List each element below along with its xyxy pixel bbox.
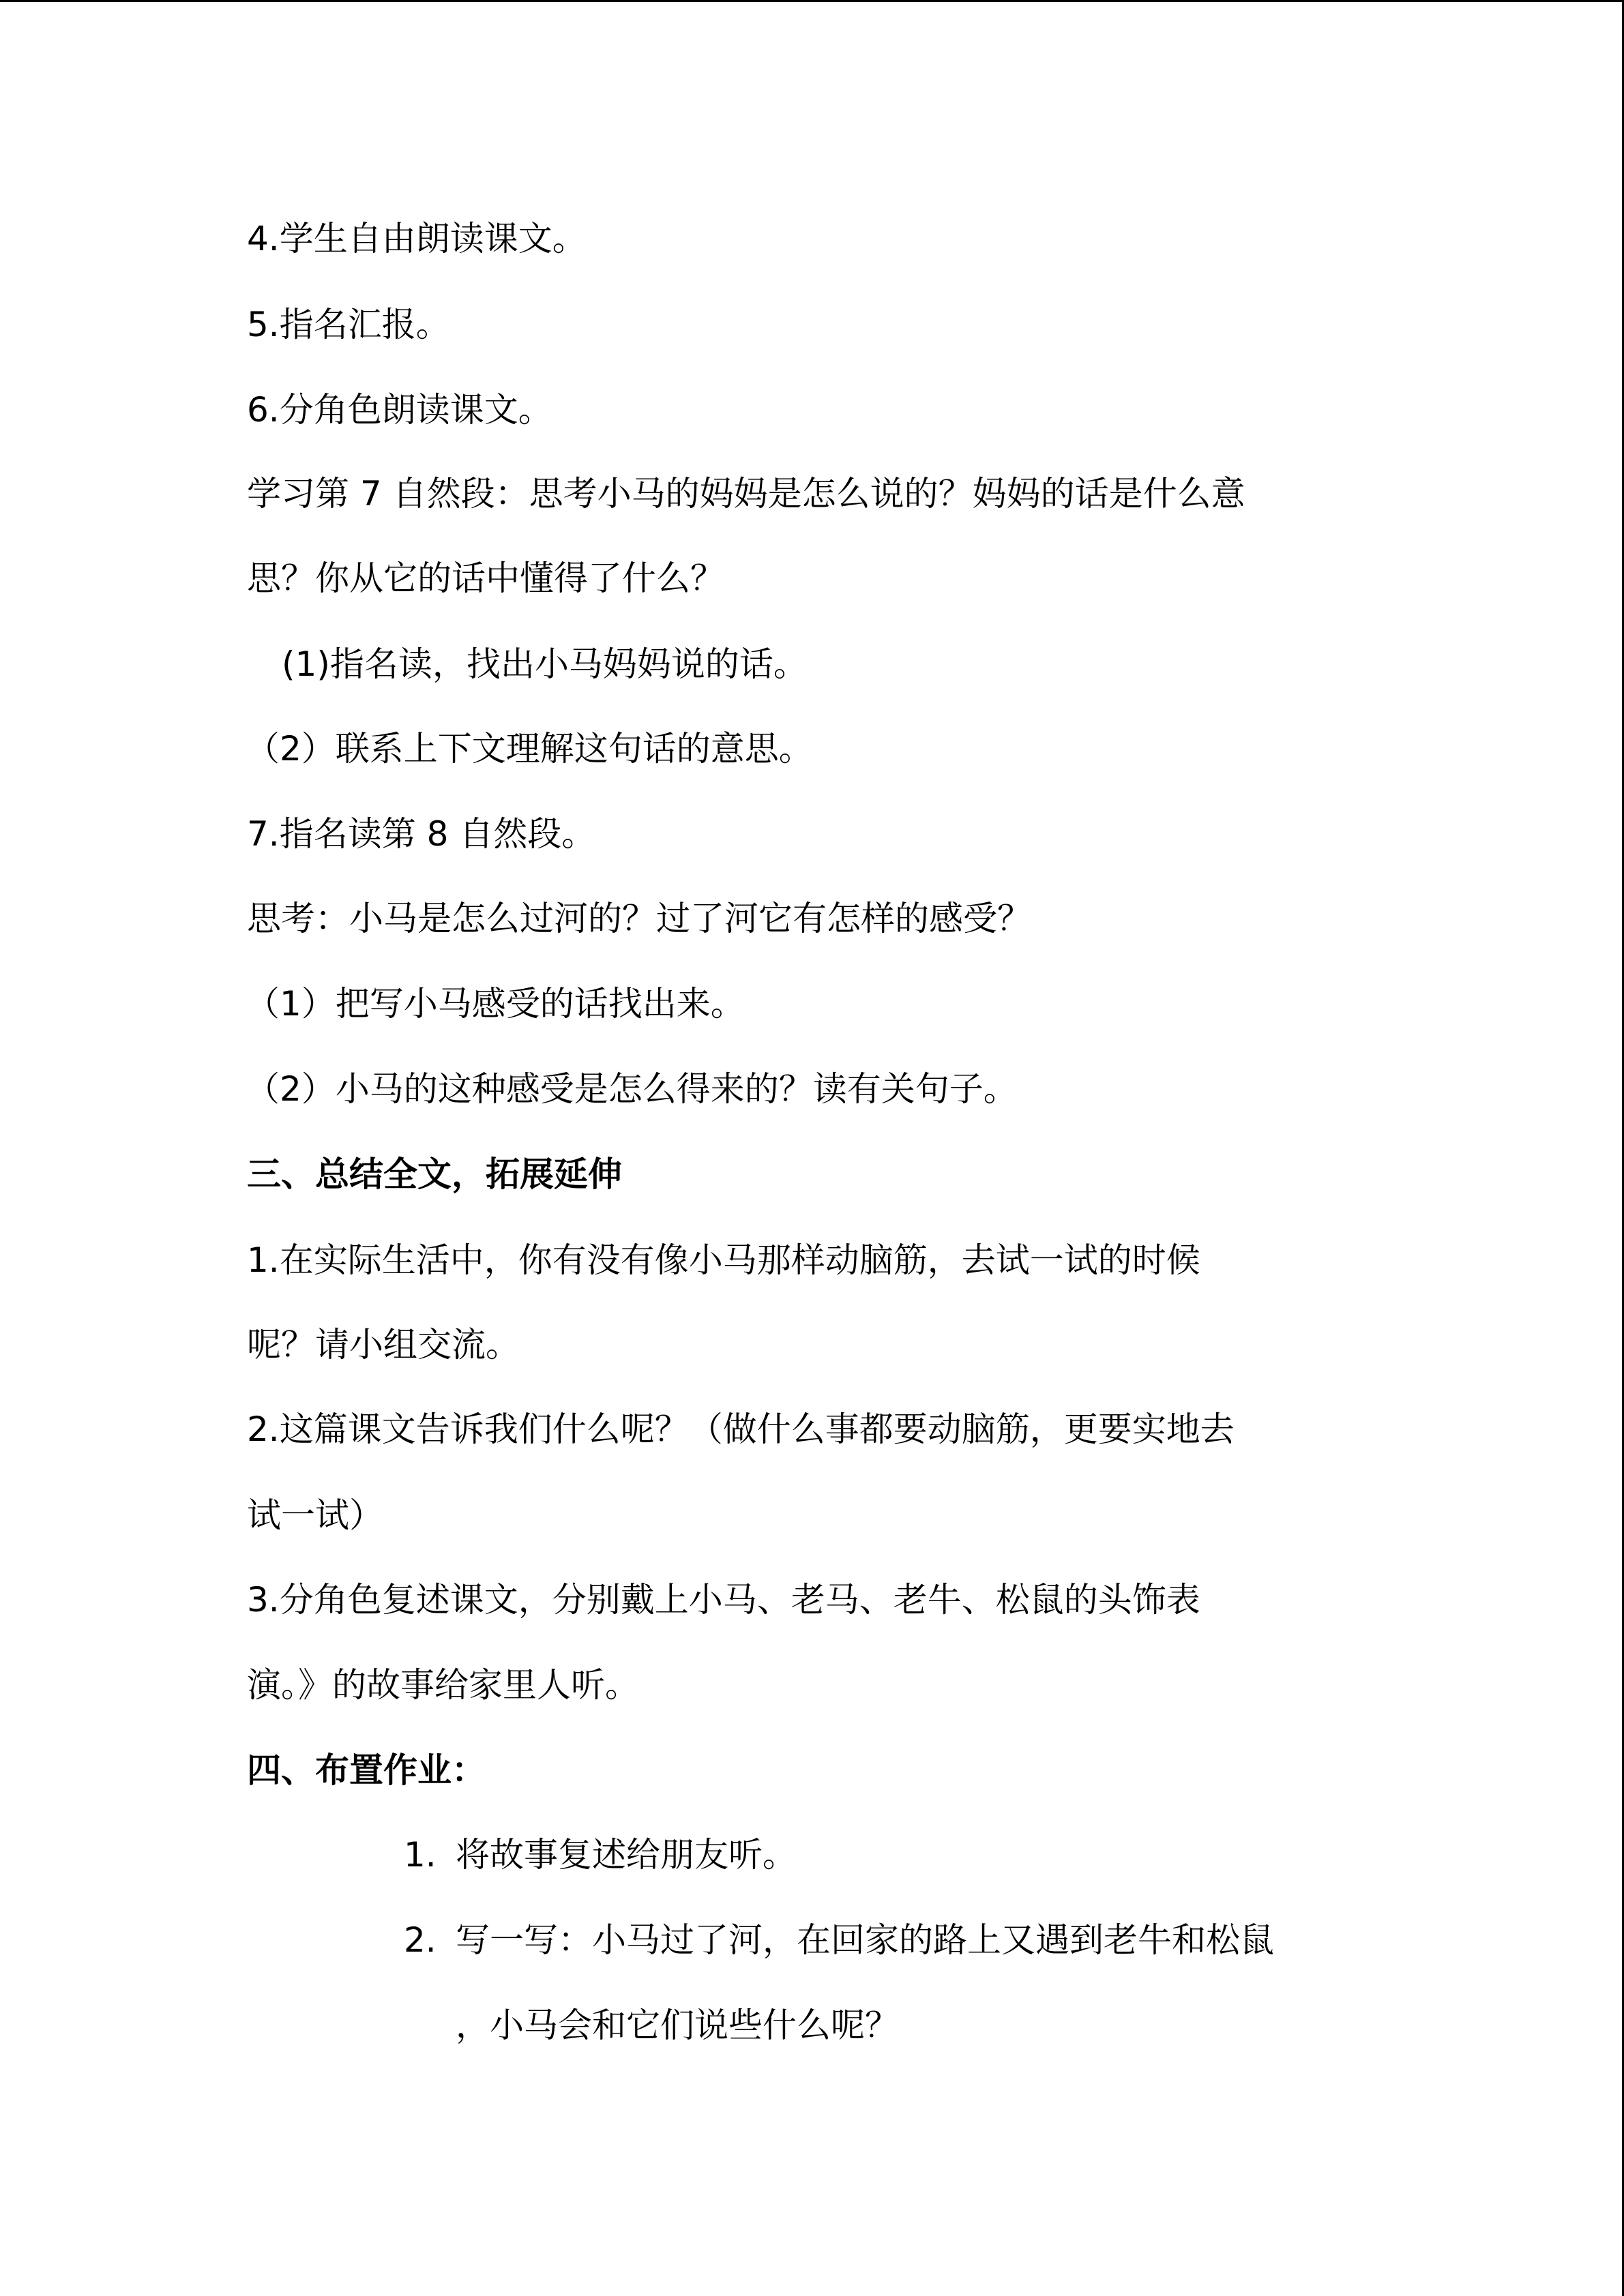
paragraph: 学习第 7 自然段：思考小马的妈妈是怎么说的？妈妈的话是什么意 <box>247 474 1245 513</box>
paragraph: 思考：小马是怎么过河的？过了河它有怎样的感受？ <box>247 899 1031 938</box>
paragraph: （2）小马的这种感受是怎么得来的？读有关句子。 <box>246 1069 1018 1109</box>
paragraph: 6.分角色朗读课文。 <box>247 390 552 430</box>
paragraph: 试一试） <box>247 1495 383 1535</box>
paragraph: 思？你从它的话中懂得了什么？ <box>247 558 724 598</box>
list-item: 写一写：小马过了河，在回家的路上又遇到老牛和松鼠 <box>456 1920 1274 1960</box>
list-item-continuation: ，小马会和它们说些什么呢？ <box>456 2006 899 2045</box>
paragraph: 演。》的故事给家里人听。 <box>247 1665 639 1705</box>
list-number: 2. <box>404 1920 437 1960</box>
paragraph: (1)指名读，找出小马妈妈说的话。 <box>282 644 808 684</box>
section-heading: 三、总结全文，拓展延伸 <box>247 1154 622 1194</box>
section-heading: 四、布置作业： <box>247 1750 486 1790</box>
paragraph: 2.这篇课文告诉我们什么呢？（做什么事都要动脑筋，更要实地去 <box>247 1410 1235 1449</box>
paragraph: 7.指名读第 8 自然段。 <box>247 814 596 854</box>
paragraph: 3.分角色复述课文，分别戴上小马、老马、老牛、松鼠的头饰表 <box>247 1580 1200 1620</box>
list-number: 1. <box>404 1835 437 1875</box>
list-item: 将故事复述给朋友听。 <box>456 1835 797 1875</box>
paragraph: 4.学生自由朗读课文。 <box>247 219 587 258</box>
page-border-top <box>0 0 1624 2</box>
paragraph: 1.在实际生活中，你有没有像小马那样动脑筋，去试一试的时候 <box>247 1240 1200 1280</box>
paragraph: 呢？请小组交流。 <box>247 1325 520 1365</box>
paragraph: （2）联系上下文理解这句话的意思。 <box>246 729 813 769</box>
paragraph: （1）把写小马感受的话找出来。 <box>246 984 745 1024</box>
paragraph: 5.指名汇报。 <box>247 305 450 344</box>
